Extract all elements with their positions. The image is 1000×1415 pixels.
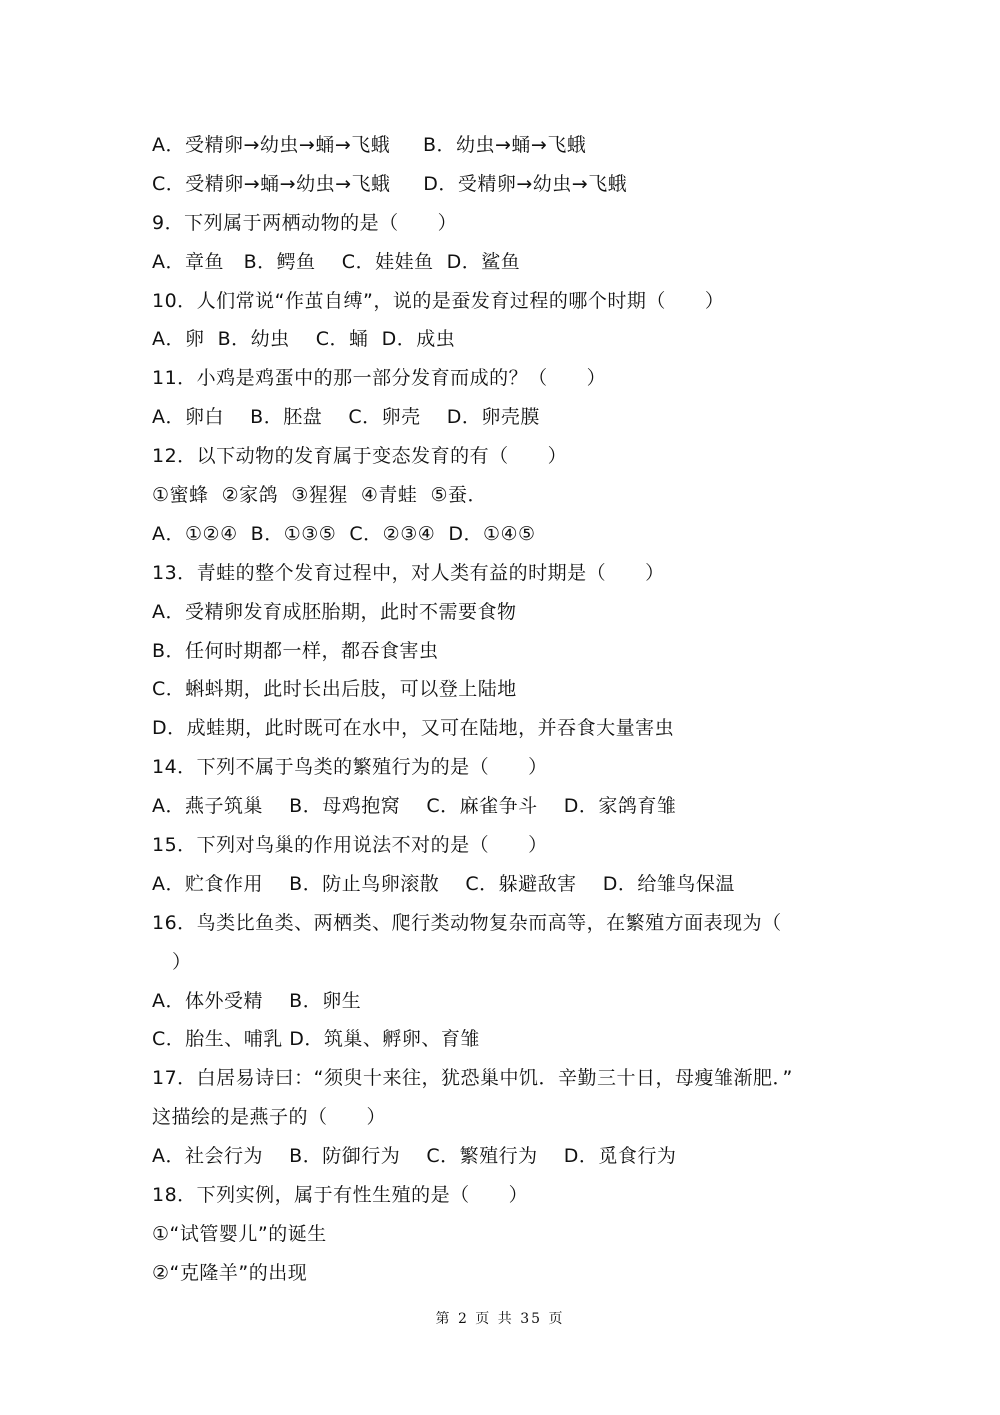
question-12: 12．以下动物的发育属于变态发育的有（ ）: [152, 445, 568, 468]
item-18-2: ②“克隆羊”的出现: [152, 1261, 308, 1284]
items-12: ①蜜蜂 ②家鸽 ③猩猩 ④青蛙 ⑤蚕．: [152, 484, 487, 507]
option-13d: D．成蛙期，此时既可在水中，又可在陆地，并吞食大量害虫: [152, 717, 675, 740]
option-13c: C．蝌蚪期，此时长出后肢，可以登上陆地: [152, 678, 517, 701]
question-16: 16．鸟类比鱼类、两栖类、爬行类动物复杂而高等，在繁殖方面表现为（: [152, 911, 782, 934]
options-9: A．章鱼 B．鳄鱼 C．娃娃鱼 D．鲨鱼: [152, 250, 521, 273]
options-16b: C．胎生、哺乳 D．筑巢、孵卵、育雏: [152, 1028, 480, 1051]
item-18-1: ①“试管婴儿”的诞生: [152, 1222, 327, 1245]
text-line: C．受精卵→蛹→幼虫→飞蛾 D．受精卵→幼虫→飞蛾: [152, 172, 628, 195]
options-15: A．贮食作用 B．防止鸟卵滚散 C．躲避敌害 D．给雏鸟保温: [152, 872, 735, 895]
option-13a: A．受精卵发育成胚胎期，此时不需要食物: [152, 600, 517, 623]
question-content: [152, 126, 852, 1293]
text-line: A．受精卵→幼虫→蛹→飞蛾 B．幼虫→蛹→飞蛾: [152, 134, 587, 156]
question-17-continued: 这描绘的是燕子的（ ）: [152, 1106, 387, 1129]
question-16-continued: ）: [172, 950, 192, 973]
question-13: 13．青蛙的整个发育过程中，对人类有益的时期是（ ）: [152, 561, 665, 584]
question-18: 18．下列实例，属于有性生殖的是（ ）: [152, 1184, 529, 1207]
question-17: 17．白居易诗曰：“须臾十来往，犹恐巢中饥．辛勤三十日，母瘦雏渐肥．”: [152, 1067, 793, 1090]
options-11: A．卵白 B．胚盘 C．卵壳 D．卵壳膜: [152, 406, 540, 429]
page-footer: 第 2 页 共 35 页: [435, 1311, 565, 1327]
options-14: A．燕子筑巢 B．母鸡抱窝 C．麻雀争斗 D．家鸽育雏: [152, 795, 677, 818]
options-12: A．①②④ B．①③⑤ C．②③④ D．①④⑤: [152, 522, 536, 545]
question-14: 14．下列不属于鸟类的繁殖行为的是（ ）: [152, 756, 548, 779]
option-13b: B．任何时期都一样，都吞食害虫: [152, 639, 439, 662]
question-9: 9．下列属于两栖动物的是（ ）: [152, 211, 458, 234]
options-10: A．卵 B．幼虫 C．蛹 D．成虫: [152, 328, 456, 351]
question-10: 10．人们常说“作茧自缚”，说的是蚕发育过程的哪个时期（ ）: [152, 289, 725, 312]
question-11: 11．小鸡是鸡蛋中的那一部分发育而成的？（ ）: [152, 367, 607, 390]
options-17: A．社会行为 B．防御行为 C．繁殖行为 D．觅食行为: [152, 1145, 677, 1168]
question-15: 15．下列对鸟巢的作用说法不对的是（ ）: [152, 834, 548, 857]
options-16a: A．体外受精 B．卵生: [152, 989, 362, 1012]
